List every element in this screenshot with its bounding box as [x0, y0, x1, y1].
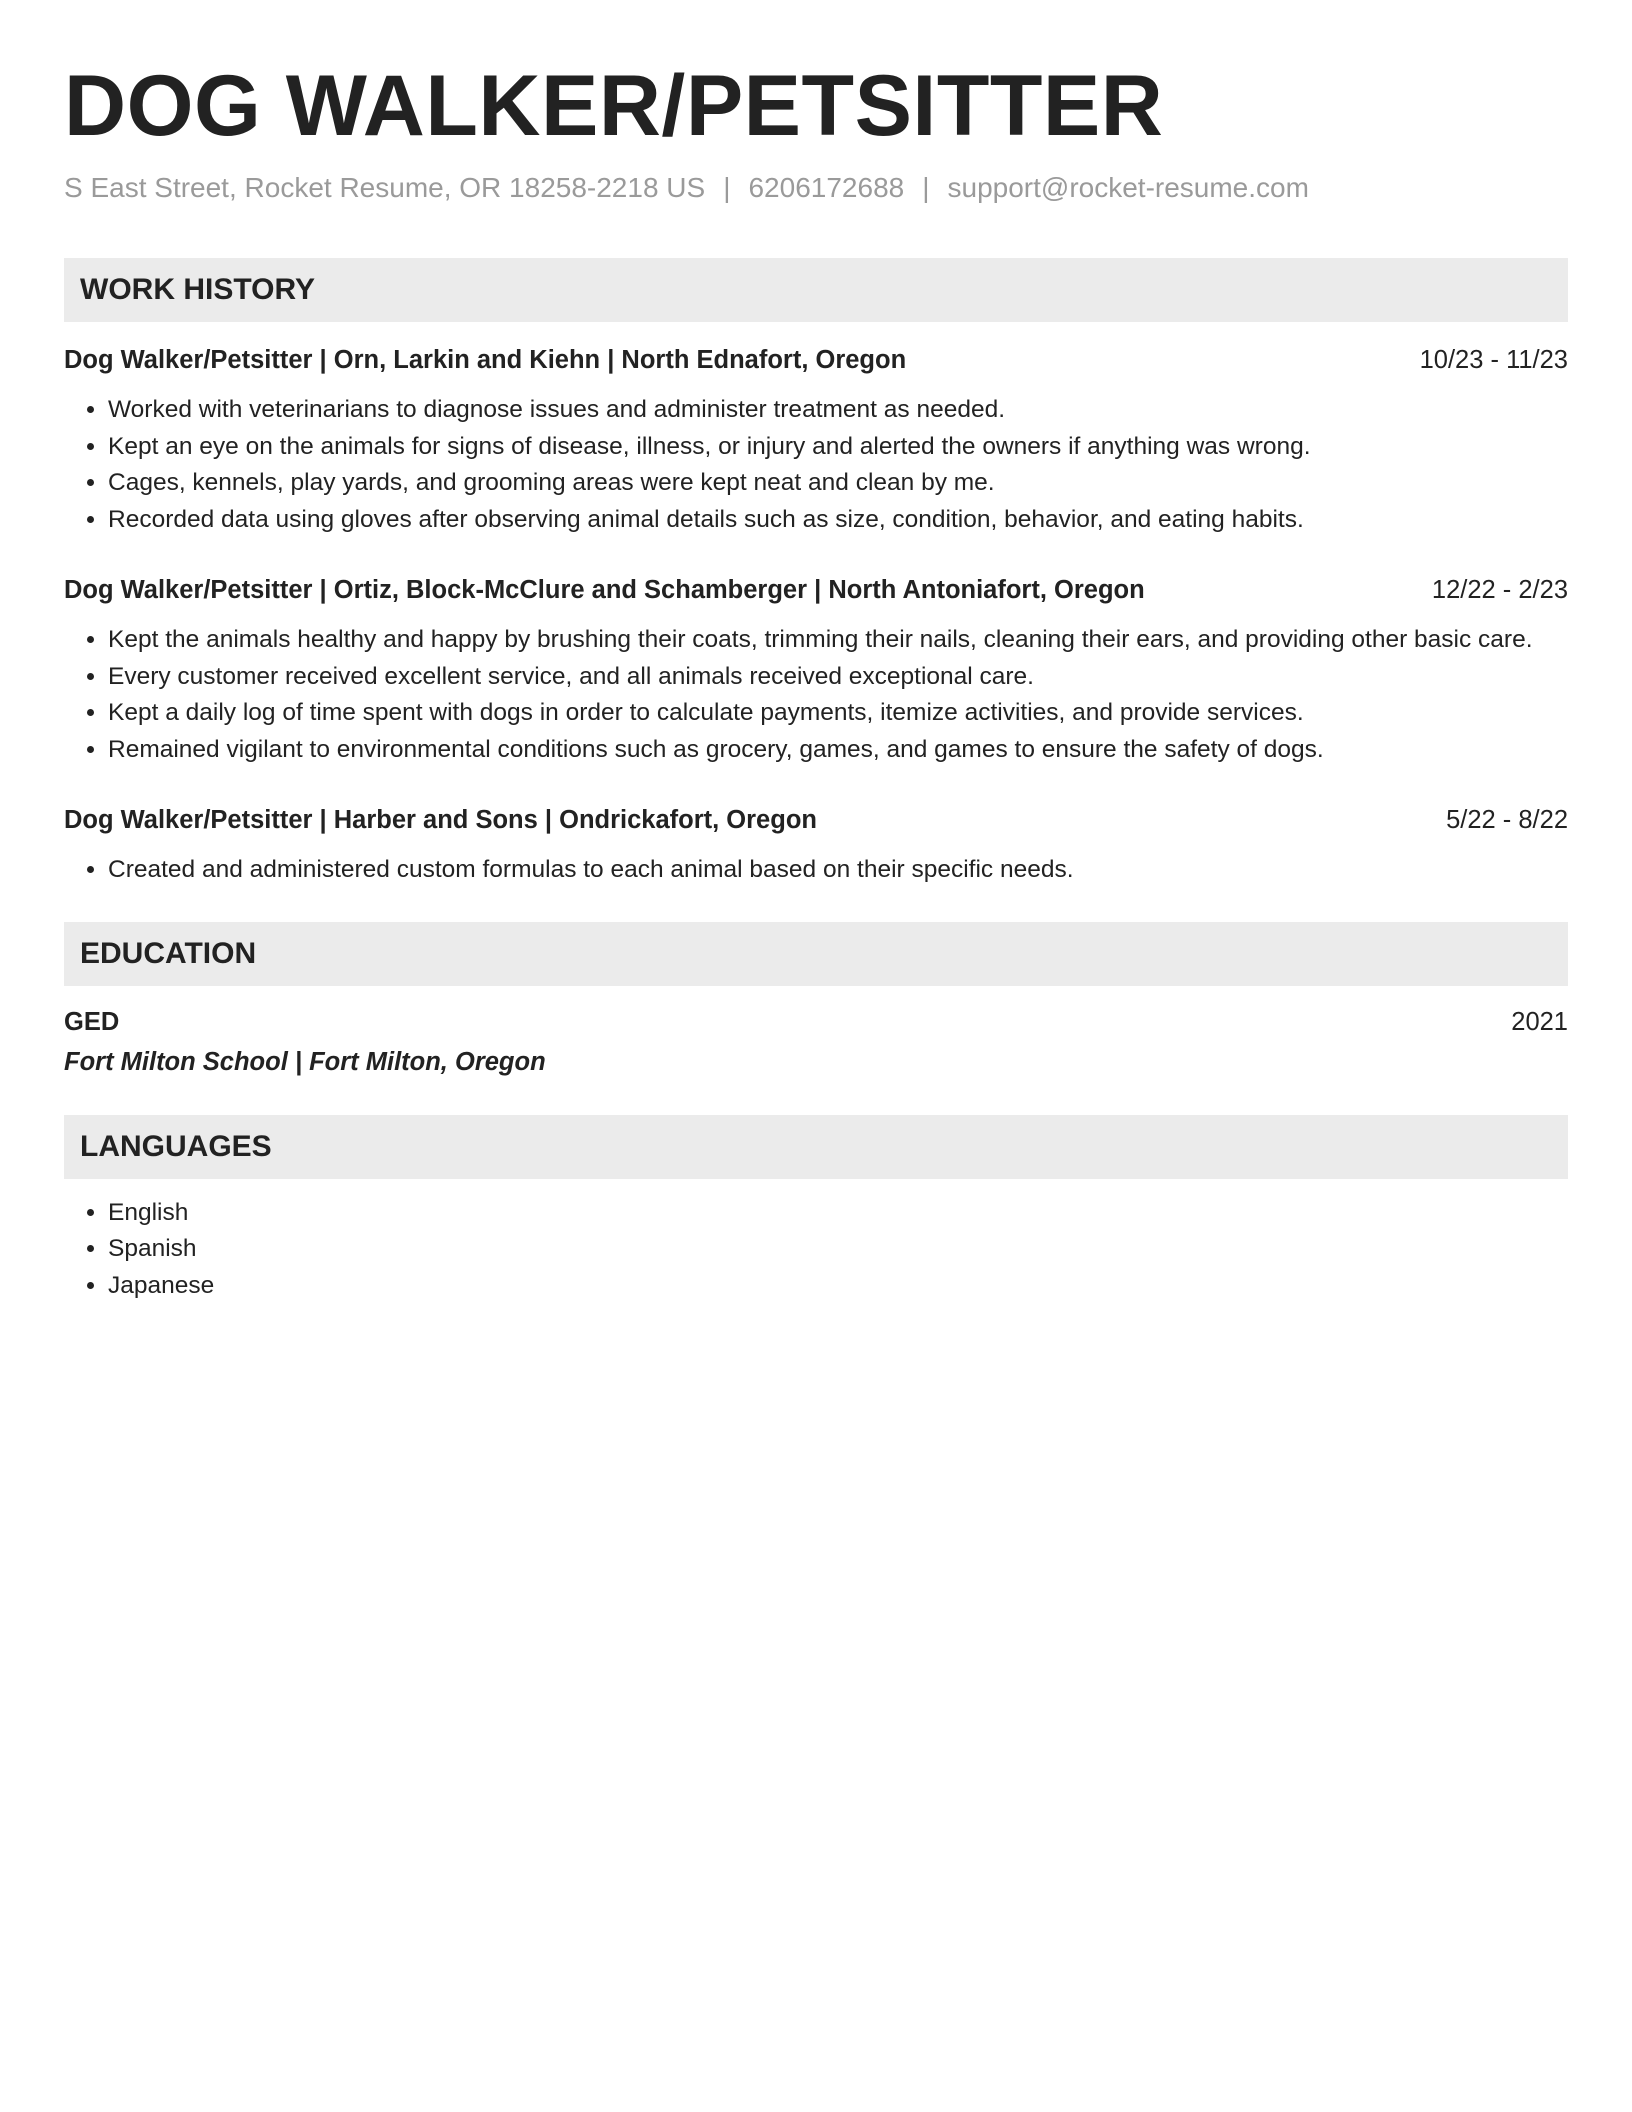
contact-line [64, 170, 1568, 206]
job-bullet-list [64, 622, 1568, 768]
languages-list [64, 1195, 1568, 1305]
languages-header: LANGUAGES [64, 1115, 1568, 1179]
job-heading-line [64, 342, 1568, 378]
job-heading-line [64, 572, 1568, 608]
education-school: Fort Milton School | Fort Milton, Oregon [64, 1047, 546, 1076]
contact-separator: | [723, 172, 731, 203]
language-item: • Spanish [108, 1231, 1568, 1268]
job-heading: Dog Walker/Petsitter | Orn, Larkin and Kiehn | North Ednafort, Oregon [64, 346, 907, 374]
job-bullet: • Cages, kennels, play yards, and grooming areas were kept neat and clean by me. [108, 465, 1568, 502]
job-bullet: • Every customer received excellent service, and all animals received exceptional care. [108, 659, 1568, 696]
job-bullet: • Kept an eye on the animals for signs of disease, illness, or injury and alerted the owners if anything was wrong. [108, 429, 1568, 466]
job-dates: 5/22 - 8/22 [1446, 806, 1568, 834]
job-heading-line [64, 802, 1568, 838]
contact-phone: 6206172688 [748, 172, 905, 203]
job-entry [64, 572, 1568, 768]
job-bullet: • Worked with veterinarians to diagnose issues and administer treatment as needed. [108, 392, 1568, 429]
education-year: 2021 [1511, 1007, 1568, 1036]
job-bullet: • Kept the animals healthy and happy by brushing their coats, trimming their nails, cleaning their ears, and providing other basic care. [108, 622, 1568, 659]
job-heading: Dog Walker/Petsitter | Harber and Sons | Ondrickafort, Oregon [64, 806, 817, 834]
contact-separator: | [922, 172, 930, 203]
job-dates: 12/22 - 2/23 [1431, 576, 1568, 604]
job-entry [64, 342, 1568, 538]
job-bullet: • Remained vigilant to environmental conditions such as grocery, games, and games to ensure the safety of dogs. [108, 732, 1568, 769]
job-heading: Dog Walker/Petsitter | Ortiz, Block-McClure and Schamberger | North Antoniafort, Oregon [64, 576, 1145, 604]
education-header: EDUCATION [64, 922, 1568, 986]
education-degree: GED [64, 1007, 120, 1036]
language-item: • Japanese [108, 1268, 1568, 1305]
contact-address: S East Street, Rocket Resume, OR 18258-2218 US [64, 172, 706, 203]
job-bullet: • Recorded data using gloves after observing animal details such as size, condition, behavior, and eating habits. [108, 502, 1568, 539]
education-line [64, 1004, 1568, 1040]
resume-name-heading: DOG WALKER/PETSITTER [64, 58, 1164, 154]
work-history-header: WORK HISTORY [64, 258, 1568, 322]
language-item: • English [108, 1195, 1568, 1232]
job-bullet-list [64, 852, 1568, 889]
job-dates: 10/23 - 11/23 [1419, 346, 1568, 374]
job-bullet: • Created and administered custom formulas to each animal based on their specific needs. [108, 852, 1568, 889]
job-bullet: • Kept a daily log of time spent with dogs in order to calculate payments, itemize activities, and provide services. [108, 695, 1568, 732]
job-entry [64, 802, 1568, 889]
job-bullet-list [64, 392, 1568, 538]
contact-email: support@rocket-resume.com [947, 172, 1309, 203]
